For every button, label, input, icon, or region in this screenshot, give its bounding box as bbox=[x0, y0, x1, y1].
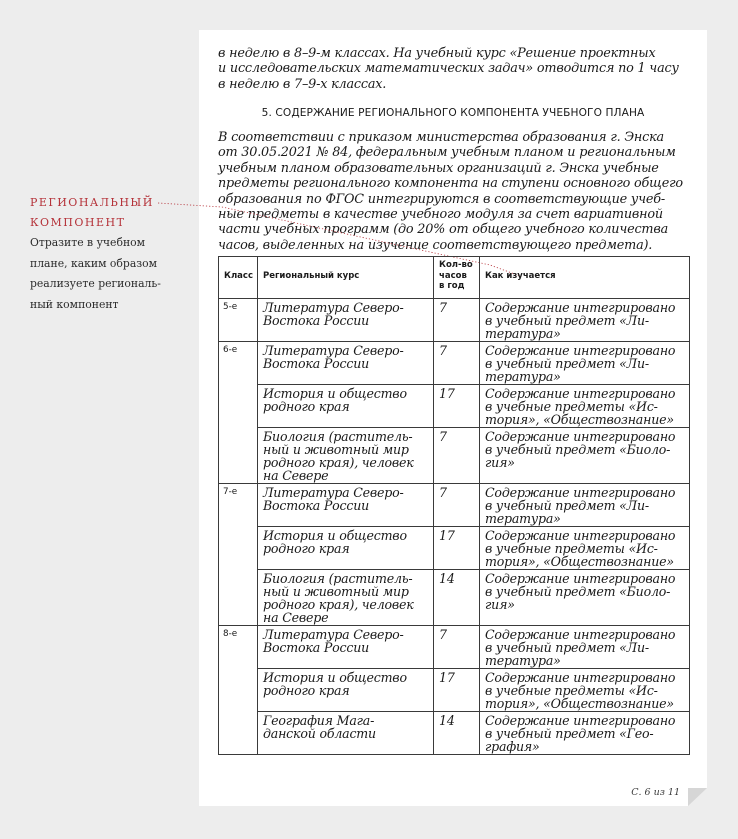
course-cell-line: Востока России bbox=[263, 356, 370, 371]
course-cell-line: Литература Северо- bbox=[263, 627, 404, 642]
margin-title-line: РЕГИОНАЛЬНЫЙ bbox=[30, 196, 154, 209]
how-cell-line: Содержание интегрировано bbox=[485, 343, 676, 358]
course-cell-line: родного края), человек bbox=[263, 597, 414, 612]
paragraph-line: ные предметы в качестве учебного модуля за счет вариативной bbox=[218, 207, 663, 223]
how-cell-line: в учебный предмет «Ли- bbox=[485, 640, 649, 655]
hours-value: 7 bbox=[439, 485, 447, 500]
table-row bbox=[219, 428, 690, 484]
page-indicator: С. 6 из 11 bbox=[631, 787, 680, 798]
hours-value: 14 bbox=[439, 571, 455, 586]
intro-text bbox=[218, 46, 688, 92]
hours-value: 14 bbox=[439, 713, 455, 728]
how-cell-line: гия» bbox=[485, 597, 515, 612]
how-cell-line: Содержание интегрировано bbox=[485, 627, 676, 642]
table-row bbox=[219, 527, 690, 570]
table-row bbox=[219, 669, 690, 712]
course-cell bbox=[258, 669, 434, 712]
hours-value: 17 bbox=[439, 670, 455, 685]
how-cell bbox=[480, 342, 690, 385]
how-cell bbox=[480, 428, 690, 484]
course-cell-line: История и общество bbox=[263, 528, 407, 543]
how-cell-line: в учебный предмет «Биоло- bbox=[485, 584, 671, 599]
page-curl-corner bbox=[688, 788, 707, 806]
course-cell-line: родного края), человек bbox=[263, 455, 414, 470]
course-cell bbox=[258, 626, 434, 669]
table-row bbox=[219, 570, 690, 626]
grade-cell bbox=[219, 484, 258, 626]
header-hours-line: Кол-во bbox=[439, 260, 473, 270]
hours-cell bbox=[434, 342, 480, 385]
hours-cell bbox=[434, 428, 480, 484]
header-hours-line: в год bbox=[439, 281, 465, 291]
course-cell bbox=[258, 712, 434, 755]
course-cell-line: Востока России bbox=[263, 313, 370, 328]
course-cell-line: Биология (раститель- bbox=[263, 429, 413, 444]
paragraph-line: части учебных программ (до 20% от общего учебного количества bbox=[218, 222, 669, 238]
hours-cell bbox=[434, 626, 480, 669]
table-row bbox=[219, 712, 690, 755]
hours-value: 17 bbox=[439, 528, 455, 543]
intro-line: в неделю в 8–9-м классах. На учебный курс «Решение проектных bbox=[218, 46, 656, 61]
course-cell-line: на Севере bbox=[263, 468, 329, 483]
course-cell bbox=[258, 342, 434, 385]
how-cell-line: в учебный предмет «Ли- bbox=[485, 313, 649, 328]
course-cell-line: История и общество bbox=[263, 386, 407, 401]
table-row bbox=[219, 342, 690, 385]
how-cell-line: Содержание интегрировано bbox=[485, 485, 676, 500]
how-cell-line: гия» bbox=[485, 455, 515, 470]
paragraph-line: часов, выделенных на изучение соответствующего предмета). bbox=[218, 237, 653, 253]
intro-line: в неделю в 7–9-х классах. bbox=[218, 76, 387, 92]
course-cell-line: Литература Северо- bbox=[263, 343, 404, 358]
grade-cell bbox=[219, 299, 258, 342]
how-cell-line: в учебные предметы «Ис- bbox=[485, 399, 658, 414]
how-cell bbox=[480, 484, 690, 527]
margin-note-title bbox=[30, 193, 160, 233]
paragraph-line: учебным планом образовательных организаций г. Энска учебные bbox=[218, 160, 659, 176]
hours-value: 17 bbox=[439, 386, 455, 401]
how-cell-line: в учебный предмет «Гео- bbox=[485, 726, 654, 741]
margin-text-line: реализуете региональ- bbox=[30, 277, 161, 290]
table-header-row bbox=[219, 257, 690, 299]
course-cell-line: Биология (раститель- bbox=[263, 571, 413, 586]
header-how: Как изучается bbox=[480, 257, 690, 299]
hours-value: 7 bbox=[439, 343, 447, 358]
grade-label: 5-е bbox=[223, 302, 238, 312]
how-cell-line: тория», «Обществознание» bbox=[485, 554, 674, 569]
margin-note-text bbox=[30, 233, 180, 315]
how-cell-line: Содержание интегрировано bbox=[485, 528, 676, 543]
grade-cell bbox=[219, 342, 258, 484]
how-cell bbox=[480, 570, 690, 626]
hours-cell bbox=[434, 712, 480, 755]
margin-title-line: КОМПОНЕНТ bbox=[30, 216, 126, 229]
how-cell bbox=[480, 712, 690, 755]
how-cell bbox=[480, 299, 690, 342]
course-cell-line: родного края bbox=[263, 399, 350, 414]
how-cell bbox=[480, 527, 690, 570]
how-cell-line: тература» bbox=[485, 369, 561, 384]
course-cell bbox=[258, 428, 434, 484]
how-cell-line: Содержание интегрировано bbox=[485, 429, 676, 444]
table-row bbox=[219, 385, 690, 428]
course-cell-line: Востока России bbox=[263, 640, 370, 655]
how-cell-line: в учебный предмет «Биоло- bbox=[485, 442, 671, 457]
grade-cell bbox=[219, 626, 258, 755]
how-cell-line: тература» bbox=[485, 326, 561, 341]
course-cell-line: Литература Северо- bbox=[263, 300, 404, 315]
course-cell bbox=[258, 570, 434, 626]
course-cell-line: История и общество bbox=[263, 670, 407, 685]
how-cell-line: Содержание интегрировано bbox=[485, 386, 676, 401]
margin-text-line: плане, каким образом bbox=[30, 256, 158, 270]
hours-cell bbox=[434, 299, 480, 342]
how-cell-line: тория», «Обществознание» bbox=[485, 412, 674, 427]
margin-text-line: Отразите в учебном bbox=[30, 236, 146, 249]
table-row bbox=[219, 484, 690, 527]
how-cell bbox=[480, 385, 690, 428]
header-hours-line: часов bbox=[439, 270, 467, 281]
grade-label: 6-е bbox=[223, 345, 238, 355]
hours-cell bbox=[434, 669, 480, 712]
course-cell-line: Востока России bbox=[263, 498, 370, 513]
hours-value: 7 bbox=[439, 627, 447, 642]
hours-cell bbox=[434, 484, 480, 527]
how-cell-line: Содержание интегрировано bbox=[485, 670, 676, 685]
how-cell-line: в учебные предметы «Ис- bbox=[485, 683, 658, 698]
header-course: Региональный курс bbox=[258, 257, 434, 299]
grade-label: 7-е bbox=[223, 487, 238, 497]
hours-value: 7 bbox=[439, 300, 447, 315]
margin-text-line: ный компонент bbox=[30, 297, 119, 311]
course-cell-line: родного края bbox=[263, 683, 350, 698]
hours-cell bbox=[434, 527, 480, 570]
how-cell-line: в учебные предметы «Ис- bbox=[485, 541, 658, 556]
paragraph-line: предметы регионального компонента на ступени основного общего bbox=[218, 176, 683, 192]
grade-label: 8-е bbox=[223, 629, 238, 639]
regional-component-table bbox=[218, 256, 690, 755]
hours-value: 7 bbox=[439, 429, 447, 444]
how-cell-line: Содержание интегрировано bbox=[485, 571, 676, 586]
how-cell-line: Содержание интегрировано bbox=[485, 300, 676, 315]
how-cell-line: в учебный предмет «Ли- bbox=[485, 356, 649, 371]
section-heading: 5. СОДЕРЖАНИЕ РЕГИОНАЛЬНОГО КОМПОНЕНТА УЧЕБНОГО ПЛАНА bbox=[261, 107, 645, 119]
course-cell-line: ный и животный мир bbox=[263, 584, 409, 599]
how-cell-line: тература» bbox=[485, 653, 561, 668]
course-cell-line: родного края bbox=[263, 541, 350, 556]
intro-line: и исследовательских математических задач» отводится по 1 часу bbox=[218, 61, 679, 77]
how-cell-line: в учебный предмет «Ли- bbox=[485, 498, 649, 513]
how-cell bbox=[480, 626, 690, 669]
course-cell-line: данской области bbox=[263, 726, 376, 741]
paragraph-line: образования по ФГОС интегрируются в соответствующие учеб- bbox=[218, 191, 665, 207]
how-cell bbox=[480, 669, 690, 712]
how-cell-line: тература» bbox=[485, 511, 561, 526]
course-cell-line: Литература Северо- bbox=[263, 485, 404, 500]
course-cell bbox=[258, 527, 434, 570]
regional-component-paragraph bbox=[218, 130, 688, 253]
paragraph-line: от 30.05.2021 № 84, федеральным учебным планом и региональным bbox=[218, 145, 676, 161]
course-cell-line: География Мага- bbox=[263, 713, 375, 728]
table-row bbox=[219, 299, 690, 342]
course-cell bbox=[258, 385, 434, 428]
header-hours bbox=[434, 257, 480, 299]
how-cell-line: Содержание интегрировано bbox=[485, 713, 676, 728]
hours-cell bbox=[434, 385, 480, 428]
header-grade: Класс bbox=[219, 257, 258, 299]
how-cell-line: графия» bbox=[485, 739, 540, 754]
course-cell-line: ный и животный мир bbox=[263, 442, 409, 457]
course-cell-line: на Севере bbox=[263, 610, 329, 625]
course-cell bbox=[258, 299, 434, 342]
how-cell-line: тория», «Обществознание» bbox=[485, 696, 674, 711]
course-cell bbox=[258, 484, 434, 527]
hours-cell bbox=[434, 570, 480, 626]
table-row bbox=[219, 626, 690, 669]
paragraph-line: В соответствии с приказом министерства образования г. Энска bbox=[218, 130, 664, 145]
